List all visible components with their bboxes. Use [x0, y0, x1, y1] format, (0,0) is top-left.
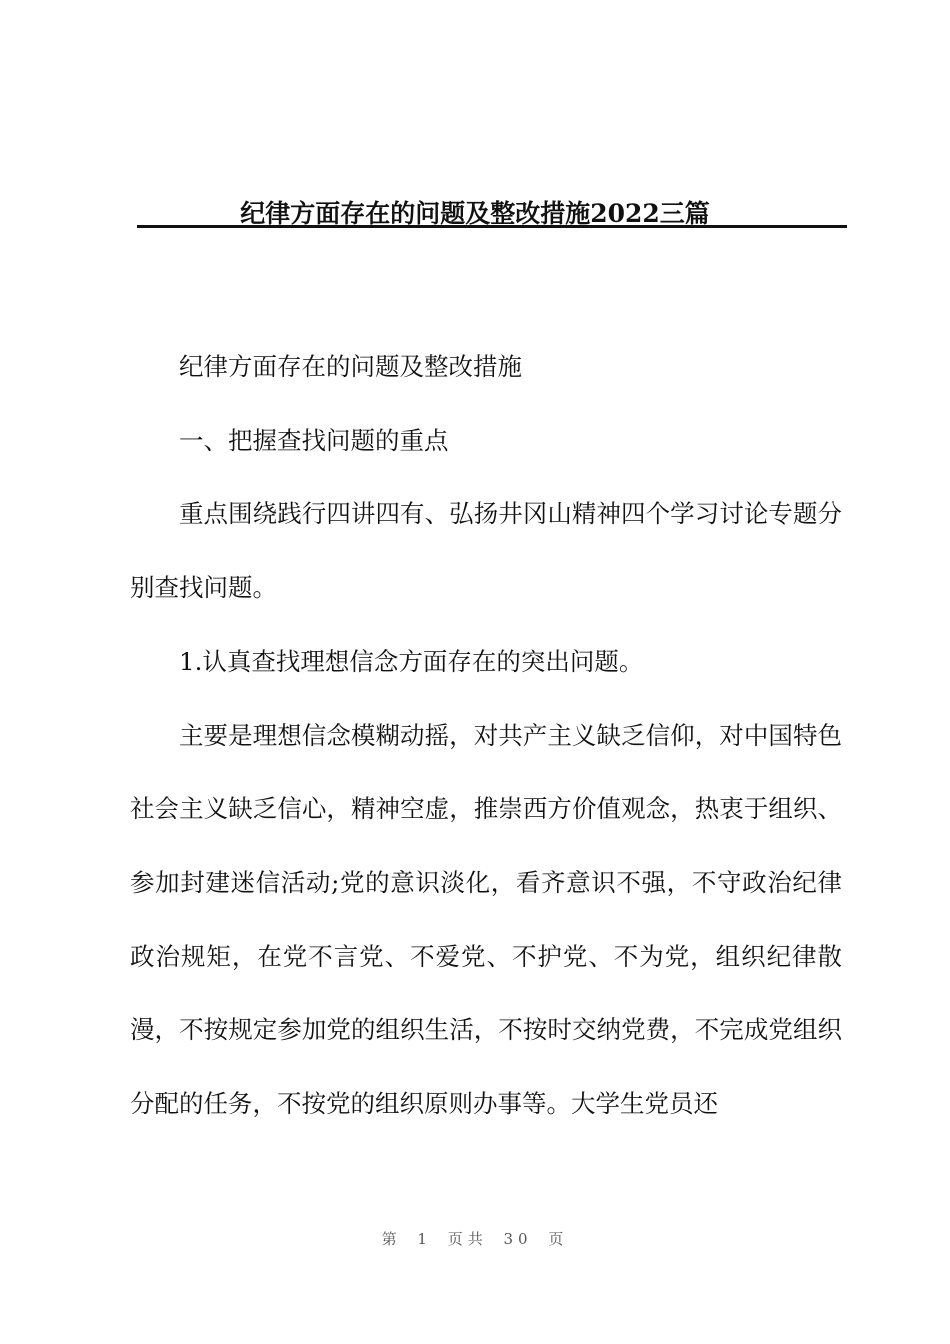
document-title: 纪律方面存在的问题及整改措施2022三篇: [240, 199, 710, 228]
paragraph-section-one: 一、把握查找问题的重点: [179, 425, 449, 455]
page-number-footer: 第 1 页共 30 页: [381, 1230, 569, 1248]
title-underline: [137, 225, 847, 228]
document-body: [130, 330, 842, 1141]
paragraph-item-one: 1.认真查找理想信念方面存在的突出问题。: [179, 646, 644, 676]
paragraph-focus: 重点围绕践行四讲四有、弘扬井冈山精神四个学习讨论专题分别查找问题。: [130, 499, 842, 603]
paragraph-heading: 纪律方面存在的问题及整改措施: [179, 352, 522, 381]
paragraph-main-issues: 主要是理想信念模糊动摇，对共产主义缺乏信仰，对中国特色社会主义缺乏信心，精神空虚，推崇西方价值观念，热衷于组织、参加封建迷信活动;党的意识淡化，看齐意识不强，不守政治纪律政治规矩，在党不言党、不爱党、不护党、不为党，组织纪律散漫，不按规定参加党的组织生活，不按时交纳党费，不完成党组织分配的任务，不按党的组织原则办事等。大学生党员还: [130, 720, 842, 1119]
